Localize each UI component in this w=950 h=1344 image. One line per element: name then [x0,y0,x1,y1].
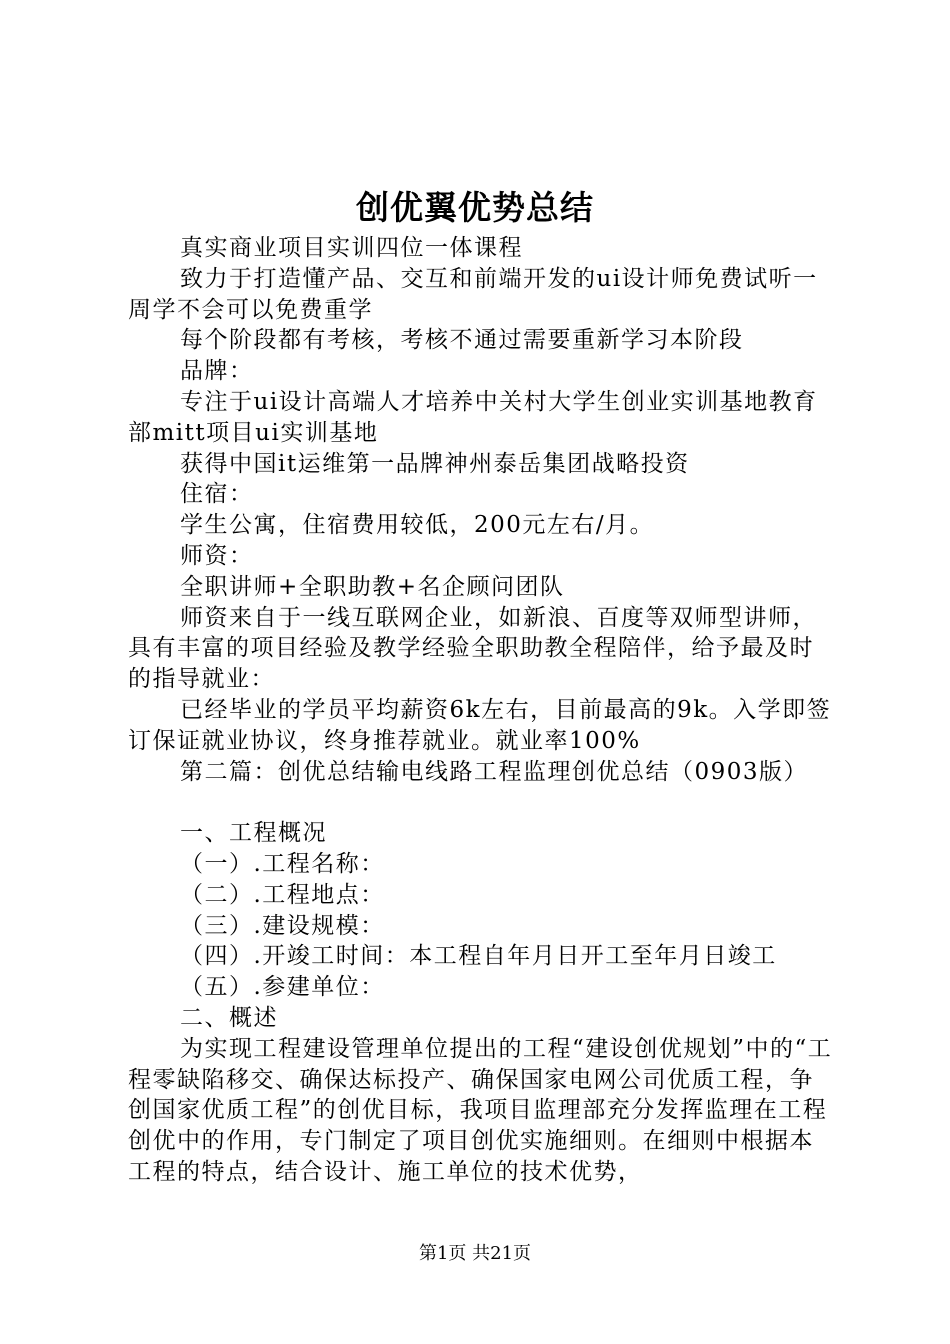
list-item: （二）.工程地点： [180,881,385,908]
paragraph: 师资： [180,542,254,569]
list-item: （四）.开竣工时间：本工程自年月日开工至年月日竣工 [180,943,777,970]
paragraph: 品牌： [180,358,254,385]
paragraph: 为实现工程建设管理单位提出的工程“建设创优规划”中的“工程零缺陷移交、确保达标投产、确保国家电网公司优质工程，争创国家优质工程”的创优目标，我项目监理部充分发挥监理在工程创优中的作用，专门制定了项目创优实施细则。在细则中根据本工程的特点，结合设计、施工单位的技术优势， [128,1035,833,1185]
document-title: 创优翼优势总结 [356,188,594,227]
paragraph: 已经毕业的学员平均薪资6k左右，目前最高的9k。入学即签订保证就业协议，终身推荐就业。就业率100% [128,696,832,754]
paragraph: 师资来自于一线互联网企业，如新浪、百度等双师型讲师，具有丰富的项目经验及教学经验全职助教全程陪伴，给予最及时的指导就业： [128,604,817,693]
list-item: （一）.工程名称： [180,850,385,877]
paragraph: 学生公寓，住宿费用较低，200元左右/月。 [180,512,655,539]
paragraph: 专注于ui设计高端人才培养中关村大学生创业实训基地教育部mitt项目ui实训基地 [128,388,818,446]
blank-line [128,787,838,818]
paragraph: 全职讲师+全职助教+名企顾问团队 [180,573,565,600]
list-item: （五）.参建单位： [180,974,385,1001]
paragraph: 每个阶段都有考核，考核不通过需要重新学习本阶段 [180,327,744,354]
section-heading: 第二篇：创优总结输电线路工程监理创优总结（0903版） [180,758,809,785]
page-number-footer: 第1页 共21页 [418,1243,532,1264]
paragraph: 获得中国it运维第一品牌神州泰岳集团战略投资 [180,450,690,477]
paragraph: 住宿： [180,481,254,508]
paragraph: 致力于打造懂产品、交互和前端开发的ui设计师免费试听一周学不会可以免费重学 [128,265,818,323]
section-heading: 一、工程概况 [180,820,327,847]
document-body [128,233,838,1188]
paragraph: 真实商业项目实训四位一体课程 [180,235,523,261]
list-item: （三）.建设规模： [180,912,385,939]
section-heading: 二、概述 [180,1004,278,1031]
